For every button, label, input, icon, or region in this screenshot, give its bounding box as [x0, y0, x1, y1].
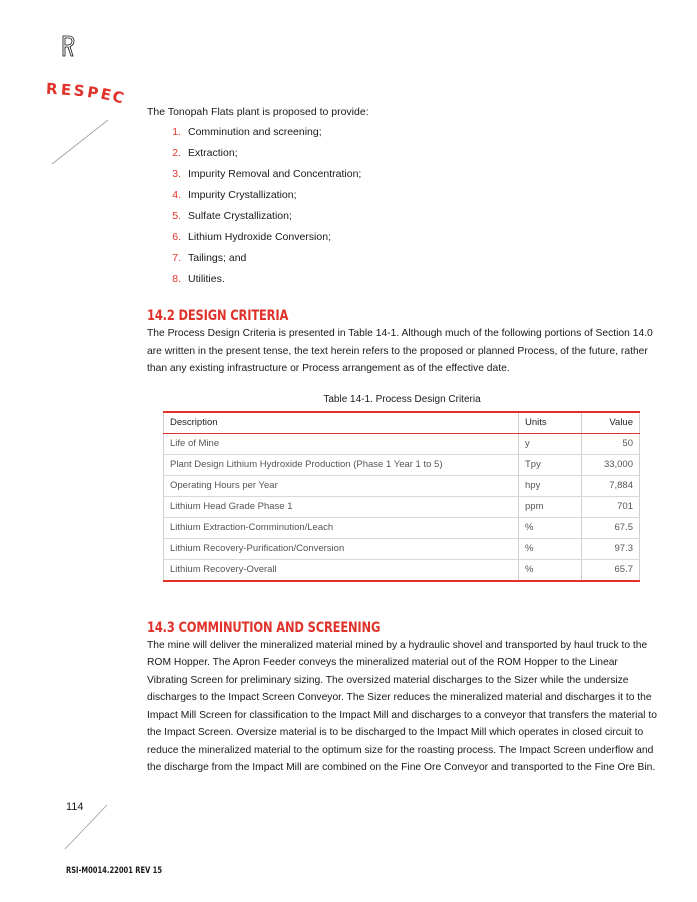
respec-logo-mark [58, 30, 98, 78]
comminution-paragraph: The mine will deliver the mineralized material mined by a hydraulic shovel and transported by haul truck to the ROM Hopper. The Apron Feeder conveys the mineralized material out of the ROM Hopper to the Linear Vibrating Screen for preliminary sizing. The oversized material discharges to the Sizer while the undersize discharges to the Impact Screen Conveyor. The Sizer reduces the mineralized material and discharges it to the Impact Mill Screen for classification to the Impact Mill and discharges to a conveyor that transfers the material to the Impact Screen. Oversize material is to be discharged to the Impact Mill which operates in closed circuit to reduce the mineralized material to the optimum size for the roasting process. The Impact Screen underflow and the discharge from the Impact Mill are combined on the Fine Ore Conveyor and transported to the Fine Ore Bin. [147, 639, 657, 773]
cell-value: 50 [582, 433, 640, 454]
list-text: Lithium Hydroxide Conversion; [188, 231, 331, 243]
list-number: 3. [172, 168, 181, 180]
list-number: 6. [172, 231, 181, 243]
logo-letter: C [110, 87, 129, 109]
table-row [164, 559, 640, 581]
table-row [164, 475, 640, 496]
logo-letter: P [85, 82, 103, 103]
process-design-criteria-table [163, 411, 640, 582]
list-number: 4. [172, 189, 181, 201]
list-text: Comminution and screening; [188, 126, 322, 138]
cell-value: 65.7 [582, 559, 640, 581]
list-item [147, 143, 657, 164]
list-text: Sulfate Crystallization; [188, 210, 292, 222]
list-item [147, 248, 657, 269]
list-item [147, 206, 657, 227]
cell-value: 67.5 [582, 517, 640, 538]
column-header-units: Units [519, 412, 582, 434]
intro-text: The Tonopah Flats plant is proposed to provide: [147, 106, 369, 118]
table-row [164, 496, 640, 517]
list-text: Tailings; and [188, 252, 247, 264]
list-text: Extraction; [188, 147, 238, 159]
logo-letter: E [98, 84, 116, 106]
list-text: Impurity Removal and Concentration; [188, 168, 362, 180]
list-item [147, 164, 657, 185]
table-row [164, 433, 640, 454]
list-text: Impurity Crystallization; [188, 189, 297, 201]
table-row [164, 517, 640, 538]
cell-description: Plant Design Lithium Hydroxide Production (Phase 1 Year 1 to 5) [164, 454, 519, 475]
list-number: 8. [172, 273, 181, 285]
cell-description: Operating Hours per Year [164, 475, 519, 496]
main-content [147, 106, 657, 777]
document-code: RSI-M0014.22001 REV 15 [66, 866, 163, 876]
process-list [147, 122, 657, 290]
cell-units: ppm [519, 496, 582, 517]
table-row [164, 538, 640, 559]
cell-units: % [519, 538, 582, 559]
section-heading-comminution: 14.3 COMMINUTION AND SCREENING [147, 619, 381, 636]
list-number: 5. [172, 210, 181, 222]
cell-value: 33,000 [582, 454, 640, 475]
cell-description: Lithium Recovery-Purification/Conversion [164, 538, 519, 559]
list-number: 7. [172, 252, 181, 264]
page-number: 114 [66, 801, 84, 813]
cell-units: % [519, 559, 582, 581]
logo-letter: R [45, 79, 62, 99]
list-number: 1. [172, 126, 181, 138]
cell-units: Tpy [519, 454, 582, 475]
decorative-diagonal-top [50, 118, 110, 166]
cell-units: hpy [519, 475, 582, 496]
list-item [147, 122, 657, 143]
cell-value: 701 [582, 496, 640, 517]
list-item [147, 227, 657, 248]
section-heading-design-criteria: 14.2 DESIGN CRITERIA [147, 308, 289, 324]
list-number: 2. [172, 147, 181, 159]
table-header-row [164, 412, 640, 434]
cell-units: % [519, 517, 582, 538]
cell-description: Lithium Extraction-Comminution/Leach [164, 517, 519, 538]
cell-units: y [519, 433, 582, 454]
column-header-description: Description [164, 412, 519, 434]
table-row [164, 454, 640, 475]
cell-description: Lithium Recovery-Overall [164, 559, 519, 581]
logo-letter: S [72, 81, 89, 101]
list-item [147, 269, 657, 290]
list-item [147, 185, 657, 206]
cell-value: 7,884 [582, 475, 640, 496]
cell-description: Lithium Head Grade Phase 1 [164, 496, 519, 517]
table-caption: Table 14-1. Process Design Criteria [323, 393, 481, 405]
cell-value: 97.3 [582, 538, 640, 559]
respec-logo-wordmark [45, 79, 129, 109]
list-text: Utilities. [188, 273, 225, 285]
design-criteria-paragraph: The Process Design Criteria is presented in Table 14-1. Although much of the following portions of Section 14.0 are written in the present tense, the text herein refers to the proposed or planned Process, of the future, rather than any existing infrastructure or Process arrangement as of the effective date. [147, 328, 653, 374]
column-header-value: Value [582, 412, 640, 434]
logo-letter: E [59, 80, 75, 100]
cell-description: Life of Mine [164, 433, 519, 454]
